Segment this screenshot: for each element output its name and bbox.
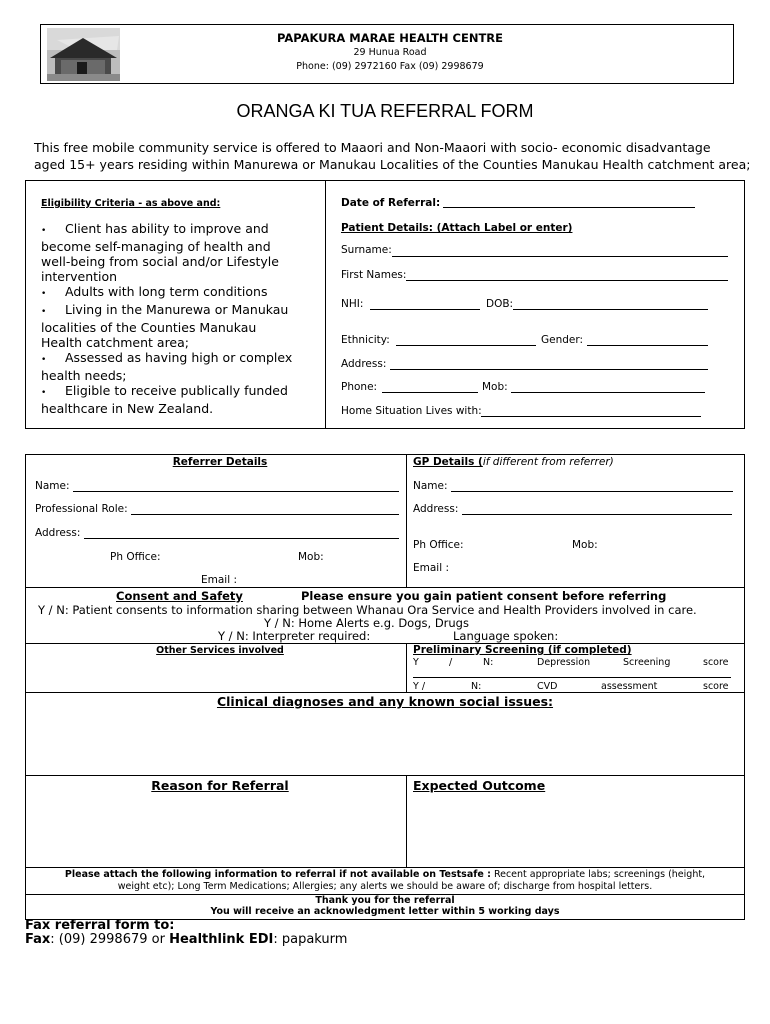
language-spoken-label: Language spoken: [453,629,559,643]
eligibility-item-text: Eligible to receive publically funded [65,383,288,398]
referrer-email-label: Email : [201,574,238,586]
gp-heading-label: GP Details ( [413,456,483,468]
ethnicity-label: Ethnicity: [341,334,390,346]
intro-line-1: This free mobile community service is offered to Maaori and Non-Maaori with socio- economic disadvantage [34,140,711,155]
eligibility-heading: Eligibility Criteria - as above and: [41,198,221,209]
gp-name-field[interactable] [451,491,733,492]
screening-n[interactable]: N: [483,657,494,668]
outcome-heading: Expected Outcome [413,778,546,793]
healthlink-value: : papakurm [273,932,348,947]
gp-email-label: Email : [413,562,450,574]
nhi-field[interactable] [370,309,480,310]
org-name: PAPAKURA MARAE HEALTH CENTRE [276,31,504,45]
patient-address-label: Address: [341,358,387,370]
patient-phone-field[interactable] [382,392,478,393]
referrer-ph-office-label: Ph Office: [110,551,161,563]
patient-details-heading: Patient Details: (Attach Label or enter) [341,222,573,234]
consent-heading: Consent and Safety [116,589,243,603]
eligibility-item-text: Client has ability to improve and [65,221,269,236]
eligibility-item-text: Living in the Manurewa or Manukau [65,302,289,317]
attach-note [25,869,745,893]
table-divider-1 [406,454,407,587]
patient-phone-label: Phone: [341,381,378,393]
org-phone-fax: Phone: (09) 2972160 Fax (09) 2998679 [296,61,484,72]
date-of-referral-field[interactable] [443,207,695,208]
bullet-icon: • [41,307,47,317]
table-rule-2 [25,643,745,644]
screening-row-cvd [413,681,733,694]
attach-note-rest-1: Recent appropriate labs; screenings (height, [490,869,706,880]
referrer-role-label: Professional Role: [35,503,128,515]
org-address: 29 Hunua Road [353,47,427,58]
table-rule-1 [25,587,745,588]
eligibility-item-continuation: intervention [41,269,118,284]
depression-label: Depression [537,657,591,668]
table-rule-4 [25,775,745,776]
gp-mob-label: Mob: [572,539,598,551]
gender-field[interactable] [587,345,708,346]
clinical-area[interactable] [26,712,744,774]
referrer-address-field[interactable] [84,538,399,539]
screening-heading: Preliminary Screening (if completed) [413,644,632,656]
eligibility-list [41,221,321,416]
thanks-line-1: Thank you for the referral [315,895,455,906]
bullet-icon: • [41,226,47,236]
marae-logo [47,28,120,81]
screening-y[interactable]: Y [413,657,419,668]
gp-address-label: Address: [413,503,459,515]
surname-label: Surname: [341,244,392,256]
consent-line-1: Y / N: Patient consents to information sharing between Whanau Ora Service and Health Providers involved in care. [38,603,697,617]
nhi-label: NHI: [341,298,364,310]
reason-heading: Reason for Referral [151,778,289,793]
home-situation-field[interactable] [481,416,701,417]
healthlink-label: Healthlink EDI [169,932,274,947]
surname-field[interactable] [392,256,728,257]
consent-line-3: Y / N: Interpreter required: [218,629,371,643]
eligibility-item [41,221,321,239]
eligibility-item [41,284,321,302]
bullet-icon: • [41,355,47,365]
first-names-label: First Names: [341,269,407,281]
cvd-score-label: score [703,681,729,692]
table-rule-5 [25,867,745,868]
cvd-y[interactable]: Y / [413,681,426,692]
eligibility-item-continuation: health needs; [41,368,127,383]
referrer-heading: Referrer Details [172,456,268,468]
gp-name-label: Name: [413,480,448,492]
consent-line-2: Y / N: Home Alerts e.g. Dogs, Drugs [264,616,469,630]
eligibility-item-continuation: healthcare in New Zealand. [41,401,214,416]
home-situation-label: Home Situation Lives with: [341,405,482,417]
screening-row-depression [413,657,733,670]
referrer-name-label: Name: [35,480,70,492]
bullet-icon: • [41,388,47,398]
score-label: score [703,657,729,668]
eligibility-item [41,350,321,368]
screening-label: Screening [623,657,671,668]
eligibility-item-text: Adults with long term conditions [65,284,268,299]
dob-label: DOB: [486,298,514,310]
attach-note-bold: Please attach the following information to referral if not available on Testsafe : [64,869,491,880]
consent-ensure: Please ensure you gain patient consent before referring [301,589,667,603]
patient-mob-field[interactable] [511,392,705,393]
referrer-mob-label: Mob: [298,551,324,563]
eligibility-item-continuation: Health catchment area; [41,335,189,350]
eligibility-divider [325,180,326,429]
assessment-label: assessment [601,681,658,692]
referrer-name-field[interactable] [73,491,399,492]
clinical-heading: Clinical diagnoses and any known social issues: [216,694,554,709]
eligibility-item-continuation: become self-managing of health and [41,239,271,254]
fax-heading: Fax referral form to: [25,918,175,933]
eligibility-item-continuation: localities of the Counties Manukau [41,320,257,335]
fax-line [25,932,347,947]
gp-heading-note: if different from referrer) [482,456,614,468]
outcome-area[interactable] [407,796,744,866]
bullet-icon: • [41,289,47,299]
reason-area[interactable] [26,796,405,866]
depression-score-field[interactable] [413,677,731,678]
eligibility-item-text: Assessed as having high or complex [65,350,293,365]
patient-address-field[interactable] [390,369,708,370]
ethnicity-field[interactable] [396,345,536,346]
gender-label: Gender: [541,334,584,346]
intro-line-2: aged 15+ years residing within Manurewa or Manukau Localities of the Counties Manukau Health catchment area; [34,157,751,172]
dob-field[interactable] [513,309,708,310]
fax-number: : (09) 2998679 or [50,932,165,947]
fax-label: Fax [25,932,51,947]
eligibility-item [41,383,321,401]
gp-heading [413,456,614,468]
gp-address-field[interactable] [462,514,732,515]
gp-ph-office-label: Ph Office: [413,539,464,551]
eligibility-item [41,302,321,320]
attach-note-rest-2: weight etc); Long Term Medications; Allergies; any alerts we should be aware of; discharge from hospital letters. [117,881,653,892]
cvd-label: CVD [537,681,558,692]
eligibility-item-continuation: well-being from social and/or Lifestyle [41,254,279,269]
thanks-line-2: You will receive an acknowledgment letter within 5 working days [210,906,560,917]
referrer-role-field[interactable] [131,514,399,515]
cvd-n[interactable]: N: [471,681,482,692]
other-services-heading: Other Services involved [156,645,284,656]
screening-slash: / [449,657,453,668]
form-title: ORANGA KI TUA REFERRAL FORM [236,101,534,121]
first-names-field[interactable] [406,280,728,281]
date-of-referral-label: Date of Referral: [341,197,441,209]
referrer-address-label: Address: [35,527,81,539]
patient-mob-label: Mob: [482,381,508,393]
